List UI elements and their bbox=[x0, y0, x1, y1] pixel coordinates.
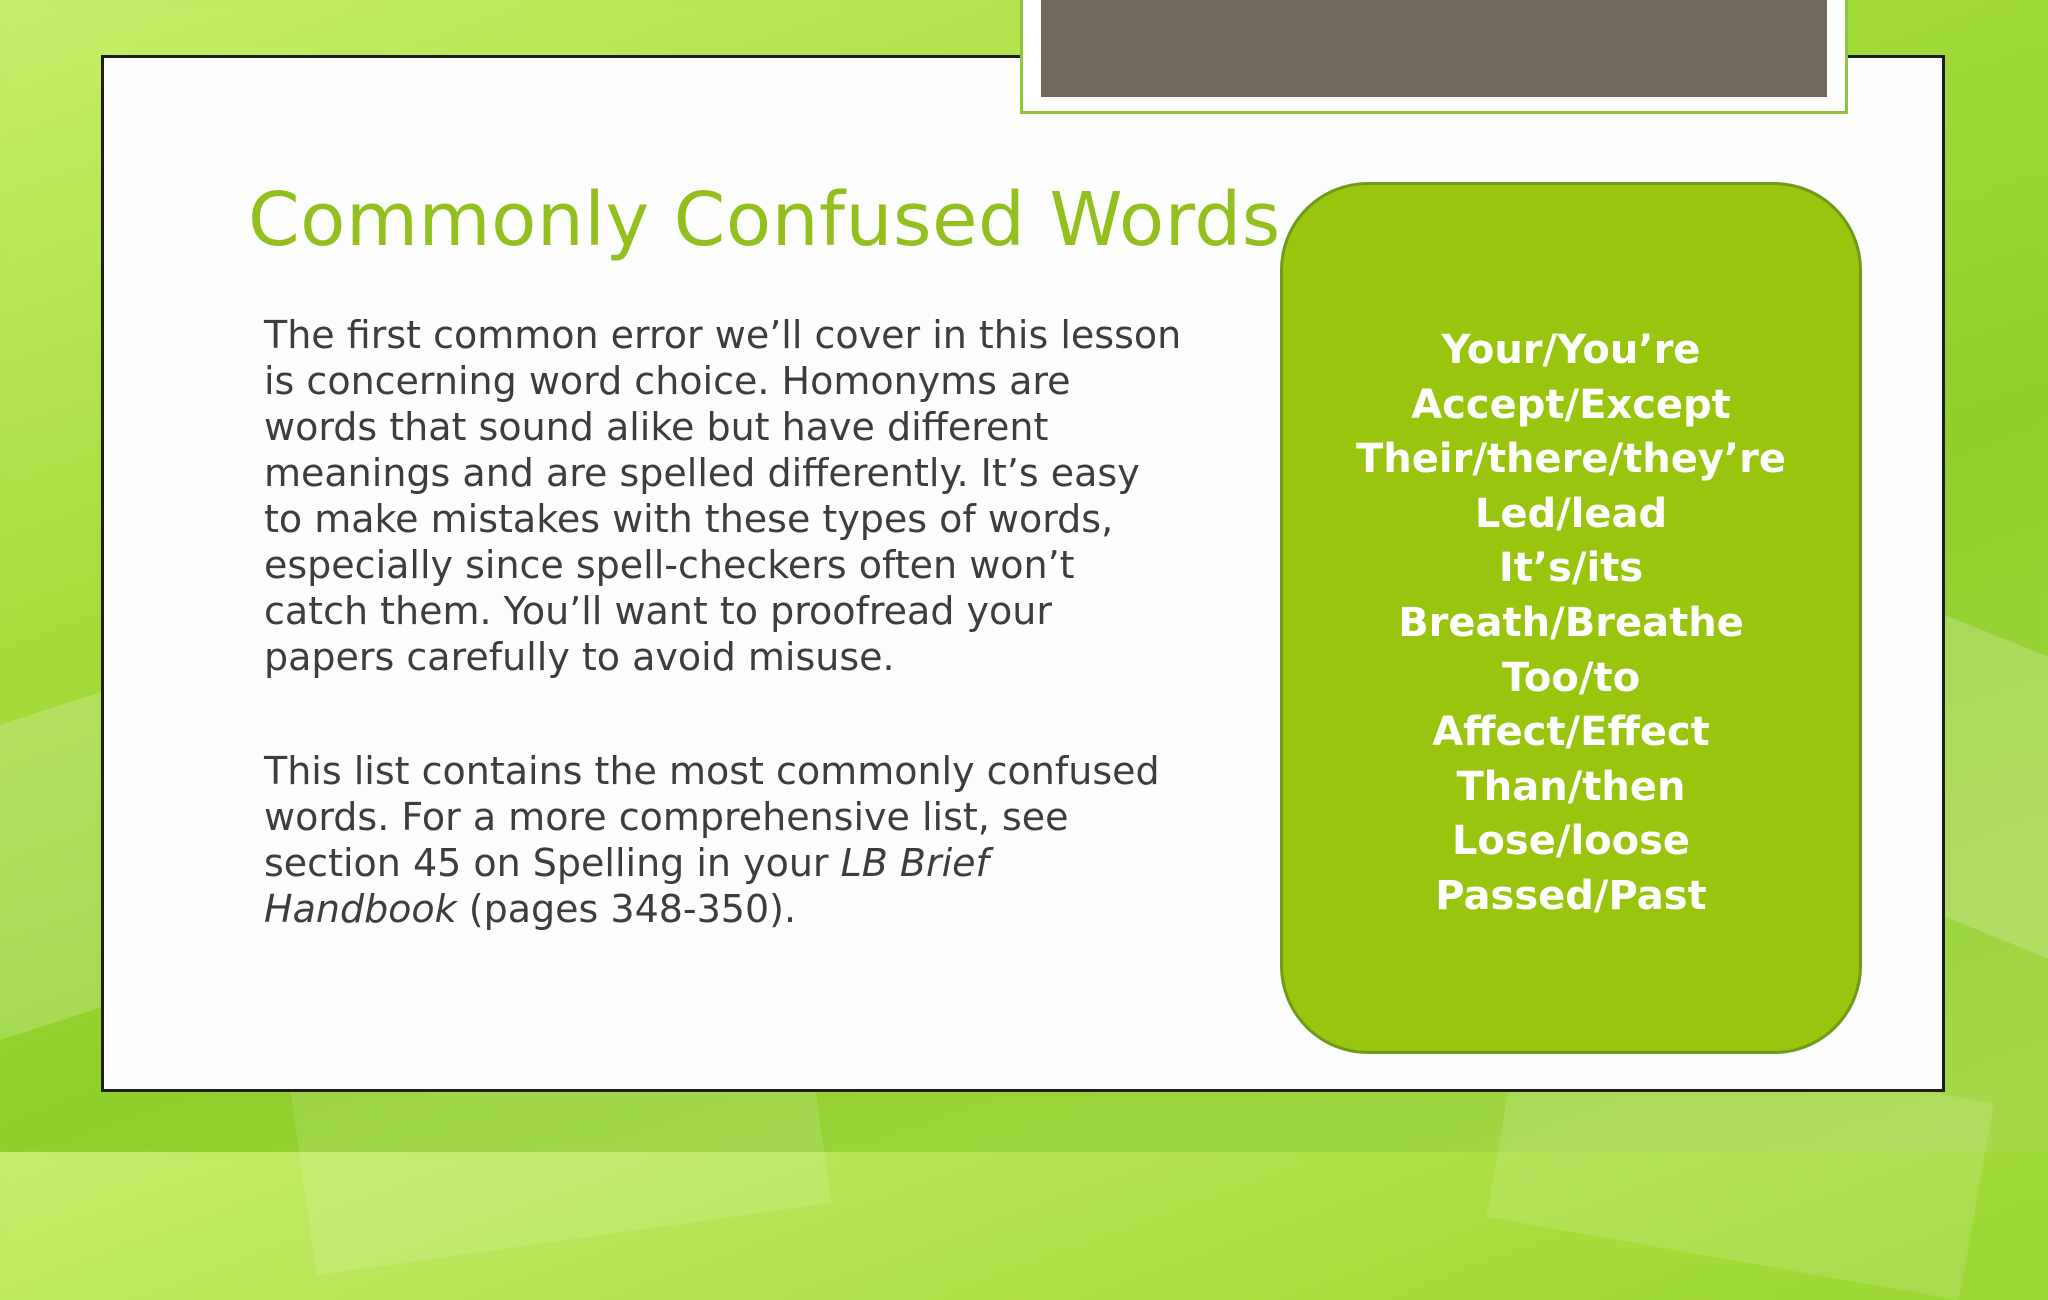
word-pair-item: Led/lead bbox=[1474, 490, 1668, 537]
word-pair-item: Accept/Except bbox=[1411, 381, 1731, 428]
paragraph-list-note bbox=[264, 748, 1184, 932]
handbook-title: LB Brief Handbook bbox=[264, 841, 989, 931]
word-pair-item: Their/there/they’re bbox=[1356, 436, 1786, 483]
body-text bbox=[264, 312, 1184, 932]
word-pair-item: Your/You’re bbox=[1441, 327, 1701, 373]
confused-words-list bbox=[1283, 323, 1859, 924]
confused-words-box bbox=[1280, 182, 1862, 1054]
paragraph-list-note-end: (pages 348-350). bbox=[456, 887, 797, 931]
header-decoration bbox=[1020, 0, 1848, 114]
word-pair-item: Passed/Past bbox=[1435, 872, 1707, 919]
word-pair-item: It’s/its bbox=[1498, 545, 1644, 592]
word-pair-item: Too/to bbox=[1501, 654, 1641, 701]
header-decoration-fill bbox=[1041, 0, 1827, 97]
word-pair-item: Than/then bbox=[1456, 763, 1686, 810]
word-pair-item: Breath/Breathe bbox=[1398, 599, 1744, 646]
word-pair-item: Affect/Effect bbox=[1432, 709, 1710, 756]
word-pair-item: Lose/loose bbox=[1451, 818, 1691, 865]
paragraph-list-note-start: This list contains the most commonly confused words. For a more comprehensive list, see section 45 on Spelling in your bbox=[264, 749, 1160, 885]
slide-title: Commonly Confused Words bbox=[248, 177, 1281, 263]
paragraph-word-choice: The first common error we’ll cover in this lesson is concerning word choice. Homonyms are words that sound alike but have different meanings and are spelled differently. It’s easy to make mistakes with these types of words, especially since spell-checkers often won’t catch them. You’ll want to proofread your papers carefully to avoid misuse. bbox=[264, 313, 1182, 679]
